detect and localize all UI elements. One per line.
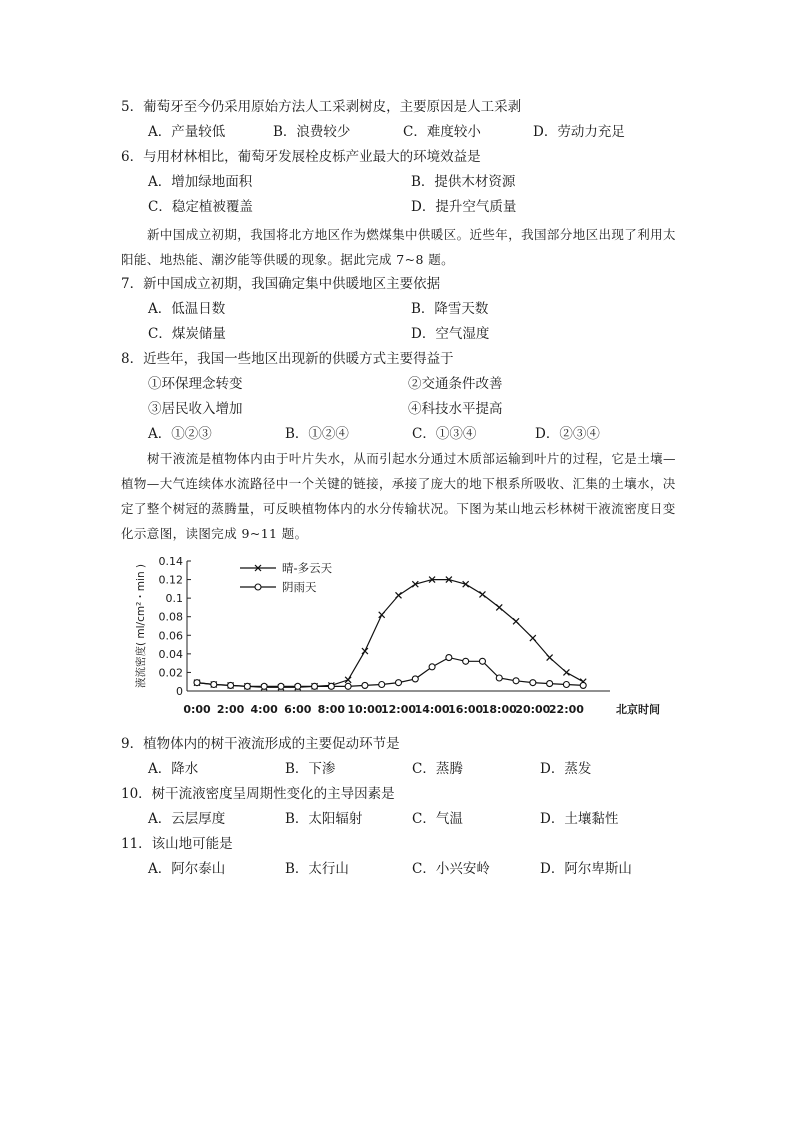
series-point-circle bbox=[328, 683, 334, 689]
series-line-sunny bbox=[197, 580, 583, 688]
x-tick-label: 18:00 bbox=[481, 703, 517, 716]
question-11-stem: 11．该山地可能是 bbox=[121, 836, 233, 852]
series-point-circle bbox=[295, 683, 301, 689]
question-11-option-c: C．小兴安岭 bbox=[412, 861, 490, 877]
series-point-cross bbox=[530, 635, 536, 641]
series-point-cross bbox=[396, 592, 402, 598]
question-8-item-2: ②交通条件改善 bbox=[408, 376, 503, 392]
series-point-cross bbox=[379, 612, 385, 618]
x-tick-label: 8:00 bbox=[317, 703, 346, 716]
series-point-circle bbox=[255, 584, 261, 590]
question-7-option-d: D．空气湿度 bbox=[411, 326, 490, 342]
x-tick-label: 6:00 bbox=[284, 703, 312, 716]
x-tick-label: 14:00 bbox=[414, 703, 450, 716]
question-9-stem: 9．植物体内的树干液流形成的主要促动环节是 bbox=[121, 736, 400, 752]
x-tick-label: 2:00 bbox=[216, 703, 245, 716]
legend-label: 阴雨天 bbox=[282, 580, 317, 594]
question-11-option-b: B．太行山 bbox=[285, 861, 349, 877]
question-6-stem: 6．与用材林相比，葡萄牙发展栓皮栎产业最大的环境效益是 bbox=[121, 149, 481, 165]
series-point-circle bbox=[244, 683, 250, 689]
question-7-option-b: B．降雪天数 bbox=[411, 301, 489, 317]
x-tick-label: 16:00 bbox=[448, 703, 484, 716]
series-point-circle bbox=[194, 680, 200, 686]
question-7-stem: 7．新中国成立初期，我国确定集中供暖地区主要依据 bbox=[121, 276, 441, 292]
y-axis-label: 液流密度( ml/cm²・min ) bbox=[135, 563, 147, 689]
series-point-circle bbox=[396, 680, 402, 686]
question-10-option-b: B．太阳辐射 bbox=[285, 811, 363, 827]
series-point-circle bbox=[312, 683, 318, 689]
series-point-circle bbox=[496, 675, 502, 681]
question-11-option-d: D．阿尔卑斯山 bbox=[540, 861, 632, 877]
series-point-cross bbox=[547, 655, 553, 661]
legend-label: 晴-多云天 bbox=[282, 561, 333, 575]
question-5-option-b: B．浪费较少 bbox=[273, 124, 351, 140]
question-10-option-c: C．气温 bbox=[412, 811, 463, 827]
series-point-circle bbox=[261, 683, 267, 689]
sapflow-chart bbox=[130, 551, 690, 721]
series-point-circle bbox=[446, 655, 452, 661]
series-point-circle bbox=[580, 682, 586, 688]
question-10-stem: 10．树干流液密度呈周期性变化的主导因素是 bbox=[121, 786, 395, 802]
series-point-circle bbox=[479, 658, 485, 664]
series-point-cross bbox=[563, 669, 569, 675]
x-tick-label: 22:00 bbox=[548, 703, 584, 716]
question-7-option-a: A．低温日数 bbox=[148, 301, 226, 317]
y-tick-label: 0.14 bbox=[158, 555, 183, 568]
series-point-circle bbox=[228, 682, 234, 688]
question-9-option-b: B．下渗 bbox=[285, 761, 336, 777]
chart-series-lines bbox=[197, 580, 583, 688]
question-8-item-1: ①环保理念转变 bbox=[148, 376, 243, 392]
y-tick-label: 0 bbox=[176, 685, 183, 698]
series-point-cross bbox=[345, 677, 351, 683]
question-8-item-3: ③居民收入增加 bbox=[148, 401, 243, 417]
question-8-option-d: D．②③④ bbox=[535, 426, 600, 442]
series-point-cross bbox=[496, 604, 502, 610]
series-point-circle bbox=[345, 683, 351, 689]
heating-passage: 新中国成立初期，我国将北方地区作为燃煤集中供暖区。近些年，我国部分地区出现了利用太阳能、地热能、潮汐能等供暖的现象。据此完成 7~8 题。 bbox=[121, 227, 676, 267]
question-6-option-a: A．增加绿地面积 bbox=[148, 174, 253, 190]
question-7-option-c: C．煤炭储量 bbox=[148, 326, 226, 342]
x-tick-label: 12:00 bbox=[380, 703, 417, 716]
x-tick-label: 4:00 bbox=[250, 703, 278, 716]
question-9-option-a: A．降水 bbox=[148, 761, 199, 777]
question-8-option-c: C．①③④ bbox=[412, 426, 477, 442]
chart-axes bbox=[134, 555, 660, 716]
x-tick-label: 20:00 bbox=[515, 703, 551, 716]
x-axis-label: 北京时间 bbox=[616, 703, 660, 716]
question-11-option-a: A．阿尔泰山 bbox=[148, 861, 226, 877]
question-5-option-a: A．产量较低 bbox=[148, 124, 226, 140]
question-8-option-a: A．①②③ bbox=[148, 426, 212, 442]
y-tick-label: 0.04 bbox=[158, 647, 183, 661]
series-point-cross bbox=[362, 648, 368, 654]
question-6-option-b: B．提供木材资源 bbox=[411, 174, 516, 190]
question-8-stem: 8．近些年，我国一些地区出现新的供暖方式主要得益于 bbox=[121, 351, 454, 367]
series-point-circle bbox=[563, 682, 569, 688]
question-5-option-d: D．劳动力充足 bbox=[533, 124, 625, 140]
series-point-circle bbox=[530, 680, 536, 686]
series-point-circle bbox=[463, 658, 469, 664]
question-8-item-4: ④科技水平提高 bbox=[408, 401, 503, 417]
series-line-rainy bbox=[197, 658, 583, 687]
y-tick-label: 0.08 bbox=[158, 610, 183, 624]
series-point-circle bbox=[513, 678, 519, 684]
sapflow-passage: 树干液流是植物体内由于叶片失水，从而引起水分通过木质部运输到叶片的过程，它是土壤—植物—大气连续体水流路径中一个关键的链接，承接了庞大的地下根系所吸收、汇集的土壤水，决定了整个树冠的蒸腾量，可反映植物体内的水分传输状况。下图为某山地云杉林树干液流密度日变化示意图，读图完成 9~11 题。 bbox=[121, 451, 676, 541]
question-6-option-c: C．稳定植被覆盖 bbox=[148, 199, 253, 215]
series-point-cross bbox=[513, 618, 519, 624]
question-10-option-d: D．土壤黏性 bbox=[540, 811, 619, 827]
series-point-cross bbox=[479, 591, 485, 597]
series-point-circle bbox=[547, 681, 553, 687]
question-9-option-c: C．蒸腾 bbox=[412, 761, 463, 777]
series-point-circle bbox=[211, 682, 217, 688]
chart-legend bbox=[240, 561, 333, 594]
y-tick-label: 0.06 bbox=[158, 629, 183, 643]
question-9-option-d: D．蒸发 bbox=[540, 761, 592, 777]
question-6-option-d: D．提升空气质量 bbox=[411, 199, 517, 215]
series-point-circle bbox=[362, 682, 368, 688]
question-5-option-c: C．难度较小 bbox=[403, 124, 481, 140]
question-10-option-a: A．云层厚度 bbox=[148, 811, 226, 827]
series-point-circle bbox=[278, 683, 284, 689]
question-5-stem: 5．葡萄牙至今仍采用原始方法人工采剥树皮，主要原因是人工采剥 bbox=[121, 99, 522, 115]
y-tick-label: 0.1 bbox=[165, 592, 183, 606]
x-tick-label: 0:00 bbox=[183, 703, 211, 716]
y-tick-label: 0.12 bbox=[158, 573, 183, 587]
question-8-option-b: B．①②④ bbox=[285, 426, 349, 442]
y-tick-label: 0.02 bbox=[158, 666, 183, 680]
series-point-circle bbox=[429, 664, 435, 670]
series-point-circle bbox=[412, 676, 418, 682]
series-point-circle bbox=[379, 682, 385, 688]
x-tick-label: 10:00 bbox=[347, 703, 383, 716]
